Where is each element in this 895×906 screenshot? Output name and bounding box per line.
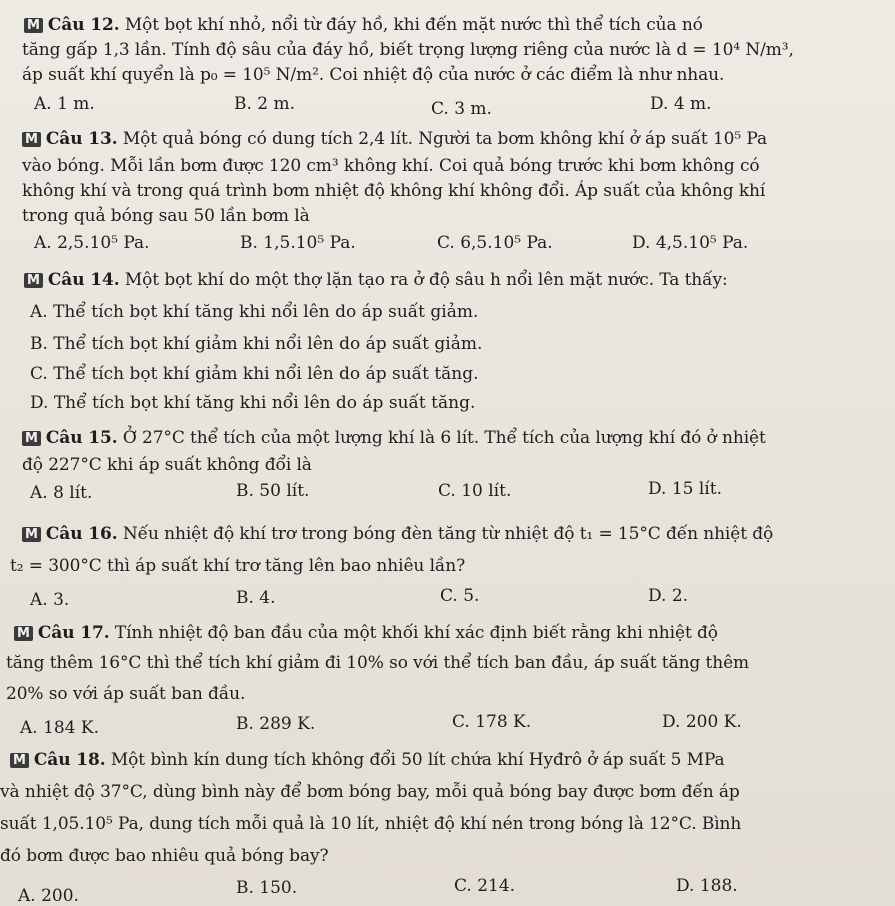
question-line: trong quả bóng sau 50 lần bơm là: [22, 206, 310, 226]
option-a: A. 8 lít.: [30, 483, 93, 503]
option-d: D. 4,5.10⁵ Pa.: [632, 233, 749, 253]
level-badge: M: [24, 18, 43, 33]
question-text: Nếu nhiệt độ khí trơ trong bóng đèn tăng từ nhiệt độ t₁ = 15°C đến nhiệt độ: [122, 524, 774, 544]
option-b: B. 2 m.: [234, 94, 296, 114]
level-badge: M: [14, 626, 33, 641]
statement-b: B. Thể tích bọt khí giảm khi nổi lên do áp suất giảm.: [30, 334, 483, 354]
question-line: suất 1,05.10⁵ Pa, dung tích mỗi quả là 10 lít, nhiệt độ khí nén trong bóng là 12°C. Bình: [0, 814, 742, 834]
question-label: Câu 15.: [45, 428, 118, 448]
option-c: C. 6,5.10⁵ Pa.: [437, 233, 553, 253]
question-label: Câu 13.: [45, 129, 118, 149]
question-line: [14, 623, 718, 643]
option-d: D. 4 m.: [650, 94, 712, 114]
question-line: 20% so với áp suất ban đầu.: [6, 684, 246, 704]
option-b: B. 289 K.: [236, 714, 316, 734]
question-line: áp suất khí quyển là p₀ = 10⁵ N/m². Coi nhiệt độ của nước ở các điểm là như nhau.: [22, 65, 725, 85]
level-badge: M: [10, 753, 29, 768]
question-text: Một bình kín dung tích không đổi 50 lít chứa khí Hyđrô ở áp suất 5 MPa: [110, 750, 725, 770]
level-badge: M: [22, 431, 41, 446]
question-text: Một bọt khí do một thợ lặn tạo ra ở độ sâu h nổi lên mặt nước. Ta thấy:: [124, 270, 728, 290]
option-d: D. 15 lít.: [648, 479, 722, 499]
option-a: A. 2,5.10⁵ Pa.: [34, 233, 150, 253]
level-badge: M: [22, 132, 41, 147]
question-line: [22, 428, 766, 448]
option-c: C. 10 lít.: [438, 481, 512, 501]
question-text: Một bọt khí nhỏ, nổi từ đáy hồ, khi đến mặt nước thì thể tích của nó: [124, 15, 703, 35]
question-line: không khí và trong quá trình bơm nhiệt độ không khí không đổi. Áp suất của không khí: [22, 181, 766, 201]
option-d: D. 2.: [648, 586, 689, 606]
question-label: Câu 18.: [33, 750, 106, 770]
question-text: Tính nhiệt độ ban đầu của một khối khí xác định biết rằng khi nhiệt độ: [114, 623, 718, 643]
statement-a: A. Thể tích bọt khí tăng khi nổi lên do áp suất giảm.: [30, 302, 479, 322]
question-text: Ở 27°C thể tích của một lượng khí là 6 lít. Thể tích của lượng khí đó ở nhiệt: [122, 428, 766, 448]
option-c: C. 5.: [440, 586, 480, 606]
statement-c: C. Thể tích bọt khí giảm khi nổi lên do áp suất tăng.: [30, 364, 479, 384]
question-label: Câu 12.: [47, 15, 120, 35]
question-line: [22, 524, 773, 544]
question-label: Câu 16.: [45, 524, 118, 544]
option-a: A. 200.: [18, 886, 79, 906]
question-line: và nhiệt độ 37°C, dùng bình này để bơm bóng bay, mỗi quả bóng bay được bơm đến áp: [0, 782, 740, 802]
option-b: B. 4.: [236, 588, 276, 608]
question-line: tăng gấp 1,3 lần. Tính độ sâu của đáy hồ, biết trọng lượng riêng của nước là d = 10⁴ N/m³,: [22, 40, 794, 60]
question-line: [24, 270, 728, 290]
question-line: [24, 15, 703, 35]
question-line: tăng thêm 16°C thì thể tích khí giảm đi 10% so với thể tích ban đầu, áp suất tăng thêm: [6, 653, 750, 673]
option-b: B. 50 lít.: [236, 481, 310, 501]
option-a: A. 3.: [30, 590, 70, 610]
question-label: Câu 17.: [37, 623, 110, 643]
question-line: t₂ = 300°C thì áp suất khí trơ tăng lên bao nhiêu lần?: [10, 556, 466, 576]
question-label: Câu 14.: [47, 270, 120, 290]
option-c: C. 214.: [454, 876, 516, 896]
question-line: độ 227°C khi áp suất không đổi là: [22, 455, 312, 475]
statement-d: D. Thể tích bọt khí tăng khi nổi lên do áp suất tăng.: [30, 393, 476, 413]
option-b: B. 150.: [236, 878, 298, 898]
option-a: A. 1 m.: [34, 94, 95, 114]
option-d: D. 200 K.: [662, 712, 742, 732]
option-c: C. 3 m.: [431, 99, 492, 119]
question-line: [22, 129, 767, 149]
option-c: C. 178 K.: [452, 712, 532, 732]
option-d: D. 188.: [676, 876, 738, 896]
question-text: Một quả bóng có dung tích 2,4 lít. Người ta bơm không khí ở áp suất 10⁵ Pa: [122, 129, 768, 149]
question-line: đó bơm được bao nhiêu quả bóng bay?: [0, 846, 329, 866]
option-b: B. 1,5.10⁵ Pa.: [240, 233, 356, 253]
question-line: [10, 750, 725, 770]
option-a: A. 184 K.: [20, 718, 100, 738]
level-badge: M: [24, 273, 43, 288]
question-line: vào bóng. Mỗi lần bơm được 120 cm³ không khí. Coi quả bóng trước khi bơm không có: [22, 156, 760, 176]
level-badge: M: [22, 527, 41, 542]
